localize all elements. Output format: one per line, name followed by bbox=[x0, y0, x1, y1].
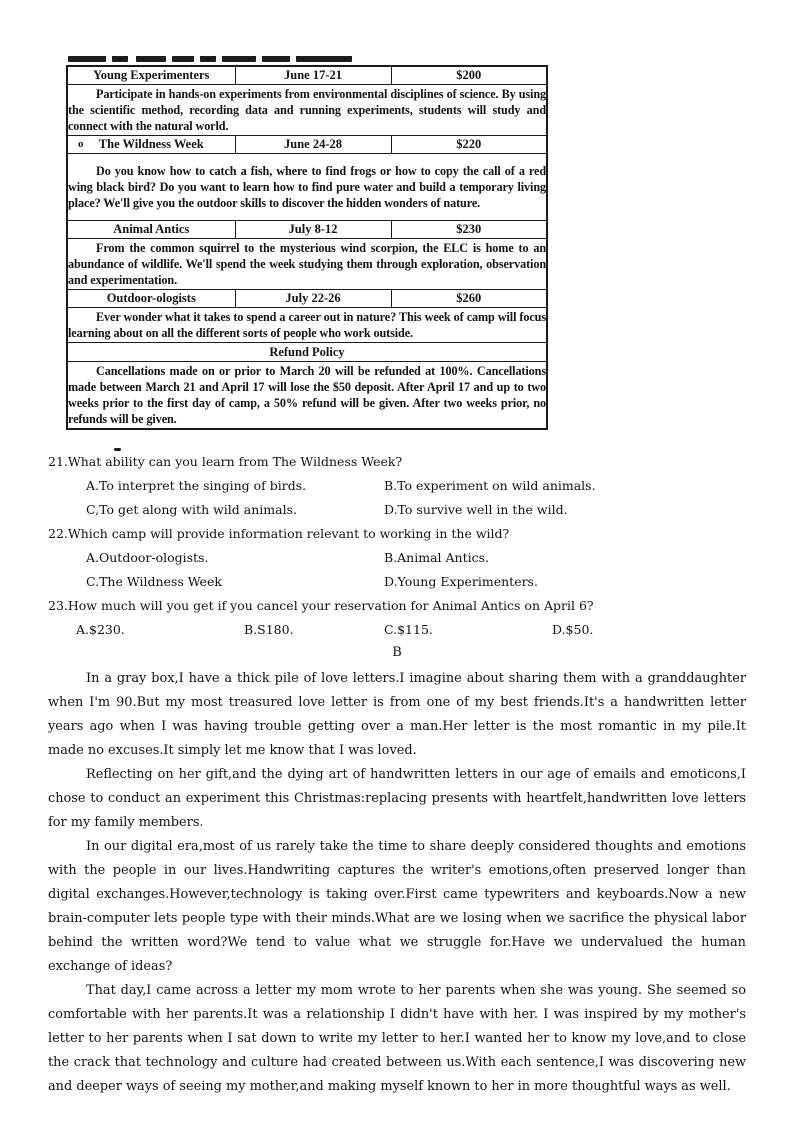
camp-name: Animal Antics bbox=[67, 221, 235, 239]
camp-dates: June 24-28 bbox=[235, 136, 391, 154]
camp-row-header bbox=[67, 66, 547, 85]
camp-price: $200 bbox=[391, 66, 547, 85]
camp-row-header bbox=[67, 290, 547, 308]
passage-paragraph: In a gray box,I have a thick pile of love letters.I imagine about sharing them with a granddaughter when I'm 90.But my most treasured love letter is from one of my best friends.It's a handwritten letter years ago when I was having trouble getting over a man.Her letter is the most romantic in my pile.It made no excuses.It simply let me know that I was loved. bbox=[48, 671, 746, 758]
camp-price: $230 bbox=[391, 221, 547, 239]
question-22-option-a: A.Outdoor-ologists. bbox=[86, 550, 209, 565]
question-21-option-a: A.To interpret the singing of birds. bbox=[86, 478, 307, 493]
question-22-stem: 22.Which camp will provide information relevant to working in the wild? bbox=[48, 526, 510, 541]
camp-row-header bbox=[67, 221, 547, 239]
camp-dates: July 8-12 bbox=[235, 221, 391, 239]
camp-description: Do you know how to catch a fish, where to find frogs or how to copy the call of a red wing black bird? Do you want to learn how to find pure water and build a temporary living place? We'll give you the outdoor skills to discover the hidden wonders of nature. bbox=[67, 154, 547, 221]
passage-b bbox=[48, 667, 746, 1099]
question-23-option-c: C.$115. bbox=[384, 622, 433, 637]
camp-schedule-scan bbox=[66, 56, 546, 436]
refund-policy-text: Cancellations made on or prior to March 20 will be refunded at 100%. Cancellations made between March 21 and April 17 will lose the $50 deposit. After April 17 and up to two weeks prior to the first day of camp, a 50% refund will be given. After two weeks prior, no refunds will be given. bbox=[67, 362, 547, 430]
question-23-option-d: D.$50. bbox=[552, 622, 594, 637]
camp-table bbox=[66, 65, 548, 430]
camp-dates: July 22-26 bbox=[235, 290, 391, 308]
question-21-option-d: D.To survive well in the wild. bbox=[384, 502, 568, 517]
question-23-option-b: B.S180. bbox=[244, 622, 294, 637]
question-21-option-b: B.To experiment on wild animals. bbox=[384, 478, 596, 493]
camp-name: The Wildness Week bbox=[98, 137, 204, 151]
camp-name: Young Experimenters bbox=[67, 66, 235, 85]
camp-row-header bbox=[67, 136, 547, 154]
question-22-option-d: D.Young Experimenters. bbox=[384, 574, 538, 589]
question-22-option-c: C.The Wildness Week bbox=[86, 574, 222, 589]
scan-mark bbox=[114, 448, 121, 451]
bullet-marker: o bbox=[78, 138, 84, 150]
camp-description: From the common squirrel to the mysterious wind scorpion, the ELC is home to an abundance of wildlife. We'll spend the week studying them through exploration, observation and experimentation. bbox=[67, 239, 547, 290]
camp-dates: June 17-21 bbox=[235, 66, 391, 85]
camp-description: Ever wonder what it takes to spend a career out in nature? This week of camp will focus learning about on all the different sorts of people who work outside. bbox=[67, 308, 547, 343]
camp-name: Outdoor-ologists bbox=[67, 290, 235, 308]
passage-paragraph: In our digital era,most of us rarely take the time to share deeply considered thoughts and emotions with the people in our lives.Handwriting captures the writer's emotions,often preserved longer than digital exchanges.However,technology is taking over.First came typewriters and keyboards.Now a new brain-computer lets people type with their minds.What are we losing when we sacrifice the physical labor behind the written word?We tend to value what we struggle for.Have we undervalued the human exchange of ideas? bbox=[48, 839, 746, 974]
question-23-stem: 23.How much will you get if you cancel your reservation for Animal Antics on April 6? bbox=[48, 598, 594, 613]
question-22-option-b: B.Animal Antics. bbox=[384, 550, 489, 565]
camp-price: $260 bbox=[391, 290, 547, 308]
section-b-heading: B bbox=[392, 645, 402, 660]
passage-paragraph: Reflecting on her gift,and the dying art of handwritten letters in our age of emails and emoticons,I chose to conduct an experiment this Christmas:replacing presents with heartfelt,handwritten love letters for my family members. bbox=[48, 767, 746, 830]
question-21-stem: 21.What ability can you learn from The Wildness Week? bbox=[48, 454, 403, 469]
passage-paragraph: That day,I came across a letter my mom wrote to her parents when she was young. She seemed so comfortable with her parents.It was a relationship I didn't have with her. I was inspired by my mother's letter to her parents when I sat down to write my letter to her.I wanted her to know my love,and to close the crack that technology and culture had created between us.With each sentence,I was discovering new and deeper ways of seeing my mother,and making myself known to her in more thoughtful ways as well. bbox=[48, 983, 746, 1094]
refund-policy-title: Refund Policy bbox=[67, 343, 547, 362]
camp-price: $220 bbox=[391, 136, 547, 154]
cropped-top-text bbox=[66, 56, 356, 64]
question-21-option-c: C,To get along with wild animals. bbox=[86, 502, 297, 517]
camp-description: Participate in hands-on experiments from environmental disciplines of science. By using the scientific method, recording data and running experiments, students will study and connect with the natural world. bbox=[67, 85, 547, 136]
question-23-option-a: A.$230. bbox=[76, 622, 125, 637]
